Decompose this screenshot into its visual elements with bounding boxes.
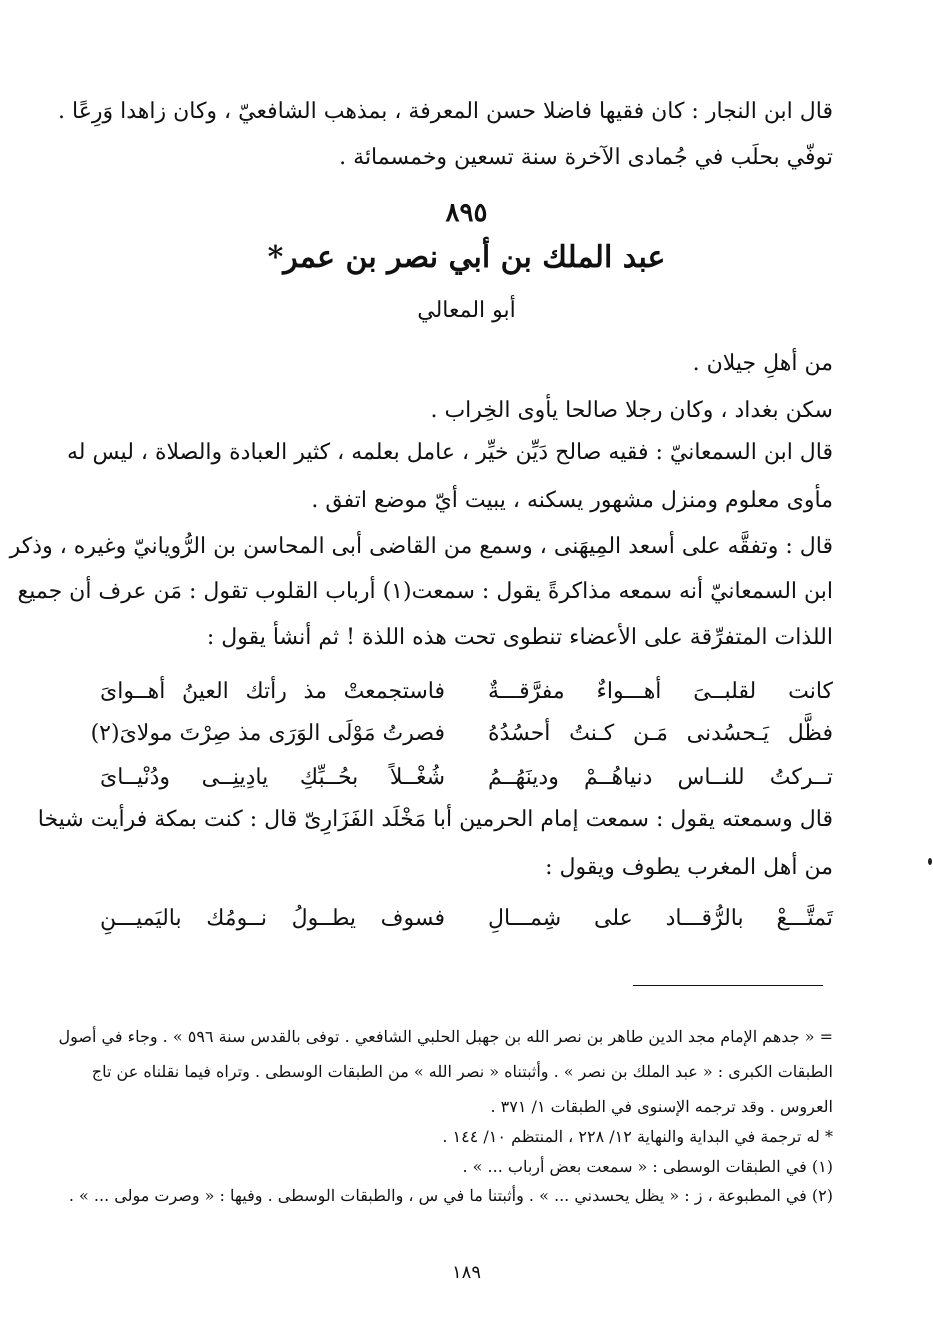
- footnote-separator: [633, 985, 823, 986]
- verse-second-hemistich: فصرتُ مَوْلَى الوَرَى مذ صِرْتَ مولاىَ(٢): [90, 721, 445, 746]
- scan-speck: [928, 858, 932, 865]
- verse-second-hemistich: فاستجمعتْ مذ رأتك العينُ أهــواىَ: [100, 679, 445, 704]
- footnote-line: (١) في الطبقات الوسطى : « سمعت بعض أرباب ... » .: [462, 1157, 833, 1176]
- footnote-line: * له ترجمة في البداية والنهاية ١٢/ ٢٢٨ ، المنتظم ١٠/ ١٤٤ .: [442, 1127, 833, 1146]
- text-line: توفّي بحلَب في جُمادى الآخرة سنة تسعين وخمسمائة .: [339, 145, 833, 170]
- footnote-line: (٢) في المطبوعة ، ز : « يظل يحسدني ... » . وأثبتنا ما في س ، والطبقات الوسطى . وفيها : « وصرت مولى ... » .: [68, 1186, 833, 1205]
- text-line: من أهلِ جيلان .: [692, 351, 833, 376]
- entry-number: ٨٩٥: [445, 198, 488, 228]
- entry-title: عبد الملك بن أبي نصر بن عمر*: [267, 240, 666, 275]
- page-number: ١٨٩: [451, 1262, 481, 1283]
- text-line: قال وسمعته يقول : سمعت إمام الحرمين أبا مَخْلَد الفَزَارِىّ قال : كنت بمكة فرأيت شيخا: [37, 807, 833, 832]
- text-line: سكن بغداد ، وكان رجلا صالحا يأوى الخِراب .: [430, 398, 833, 423]
- verse-first-hemistich: فظَّل يَـحسُدنى مَـن كـنتُ أحسُدُهُ: [488, 721, 833, 746]
- verse-first-hemistich: كانت لقلبــىَ أهـــواءٌ مفرَّقـــةٌ: [488, 679, 833, 704]
- text-line: قال ابن السمعانيّ : فقيه صالح دَيِّن خيِّر ، عامل بعلمه ، كثير العبادة والصلاة ، ليس له: [67, 440, 833, 465]
- footnote-line: = « جدهم الإمام مجد الدين طاهر بن نصر الله بن جهبل الحلبي الشافعي . توفى بالقدس سنة ٥٩٦ » . وجاء في أصول: [58, 1027, 833, 1046]
- text-line: مأوى معلوم ومنزل مشهور يسكنه ، يبيت أيّ موضع اتفق .: [311, 488, 833, 513]
- verse-line: [100, 674, 833, 710]
- verse-line: [100, 901, 833, 937]
- verse-line: [100, 760, 833, 796]
- verse-line: [90, 716, 833, 752]
- footnote-line: العروس . وقد ترجمه الإسنوى في الطبقات ١/ ٣٧١ .: [490, 1097, 833, 1116]
- entry-kunya: أبو المعالي: [417, 298, 516, 323]
- text-line: ابن السمعانيّ أنه سمعه مذاكرةً يقول : سمعت(١) أرباب القلوب تقول : مَن عرف أن جميع: [17, 579, 833, 604]
- verse-first-hemistich: تَمتَّـــعْ بالرُّقـــاد على شِمـــالِ: [488, 906, 833, 931]
- footnote-line: الطبقات الكبرى : « عبد الملك بن نصر » . وأثبتناه « نصر الله » من الطبقات الوسطى . وتراه فيما نقلناه عن تاج: [91, 1062, 833, 1081]
- verse-second-hemistich: فسوف يطــولُ نــومُك باليَميـــنِ: [100, 906, 445, 931]
- text-line: اللذات المتفرِّقة على الأعضاء تنطوى تحت هذه اللذة ! ثم أنشأ يقول :: [206, 625, 833, 650]
- verse-first-hemistich: تــركتُ للنــاس دنياهُــمْ ودينَهُــمُ: [488, 765, 833, 790]
- text-line: قال : وتفقَّه على أسعد المِيهَنى ، وسمع من القاضى أبى المحاسن بن الرُّويانيّ وغيره ، وذكر: [9, 534, 833, 559]
- text-line: من أهل المغرب يطوف ويقول :: [545, 855, 833, 880]
- verse-second-hemistich: شُغْــلاً بحُــبِّكِ يادِينِــى ودُنْيــاىَ: [100, 765, 445, 790]
- text-line: قال ابن النجار : كان فقيها فاضلا حسن المعرفة ، بمذهب الشافعيّ ، وكان زاهدا وَرِعًا .: [58, 99, 833, 124]
